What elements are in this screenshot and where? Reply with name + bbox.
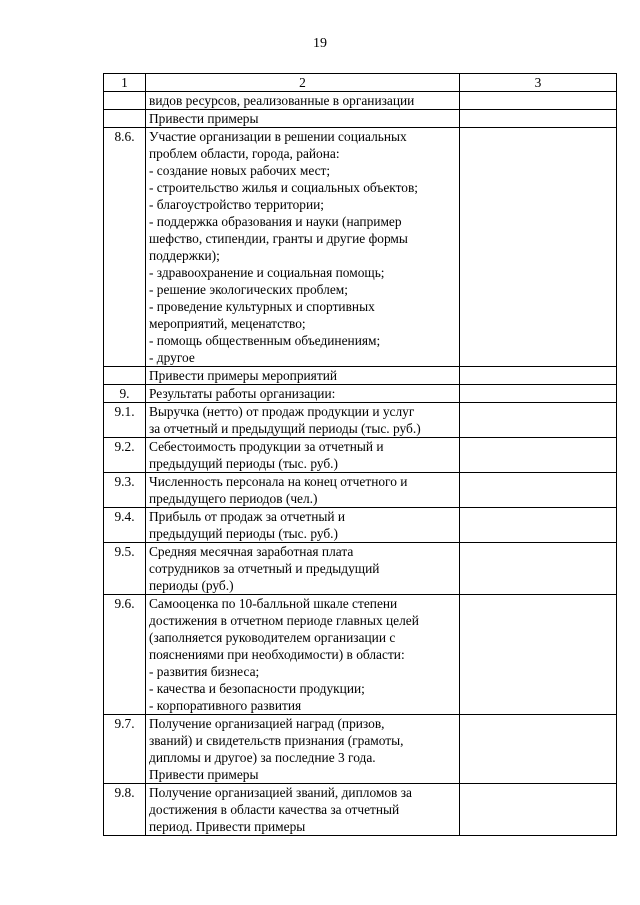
text-line: периоды (руб.) bbox=[149, 578, 234, 593]
row-value-cell[interactable] bbox=[460, 595, 617, 715]
text-line: поддержки); bbox=[149, 248, 220, 263]
row-number: 9. bbox=[104, 385, 146, 403]
row-number bbox=[104, 92, 146, 110]
text-line: - развития бизнеса; bbox=[149, 664, 260, 679]
text-line: - другое bbox=[149, 350, 195, 365]
table-row bbox=[104, 595, 617, 715]
text-line: сотрудников за отчетный и предыдущий bbox=[149, 561, 380, 576]
table-row bbox=[104, 367, 617, 385]
table-row bbox=[104, 784, 617, 836]
text-line: званий) и свидетельств признания (грамоты, bbox=[149, 733, 404, 748]
row-text bbox=[146, 110, 460, 128]
text-line: предыдущий периоды (тыс. руб.) bbox=[149, 456, 338, 471]
row-text bbox=[146, 543, 460, 595]
text-line: проблем области, города, района: bbox=[149, 146, 340, 161]
row-value-cell[interactable] bbox=[460, 508, 617, 543]
row-value-cell[interactable] bbox=[460, 473, 617, 508]
text-line: Получение организацией наград (призов, bbox=[149, 716, 385, 731]
row-value-cell[interactable] bbox=[460, 784, 617, 836]
text-line: Себестоимость продукции за отчетный и bbox=[149, 439, 384, 454]
page-number: 19 bbox=[313, 36, 327, 51]
header-col-1: 1 bbox=[104, 74, 146, 92]
text-line: - благоустройство территории; bbox=[149, 197, 325, 212]
row-text bbox=[146, 438, 460, 473]
table-row bbox=[104, 403, 617, 438]
text-line: достижения в области качества за отчетный bbox=[149, 802, 400, 817]
text-line: - решение экологических проблем; bbox=[149, 282, 348, 297]
row-number: 9.1. bbox=[104, 403, 146, 438]
row-text bbox=[146, 92, 460, 110]
row-number bbox=[104, 110, 146, 128]
row-value-cell[interactable] bbox=[460, 543, 617, 595]
text-line: предыдущего периодов (чел.) bbox=[149, 491, 318, 506]
text-line: видов ресурсов, реализованные в организации bbox=[149, 93, 415, 108]
text-line: Средняя месячная заработная плата bbox=[149, 544, 354, 559]
header-col-2: 2 bbox=[146, 74, 460, 92]
table-row bbox=[104, 508, 617, 543]
text-line: пояснениями при необходимости) в области: bbox=[149, 647, 405, 662]
row-text bbox=[146, 403, 460, 438]
text-line: - проведение культурных и спортивных bbox=[149, 299, 375, 314]
row-value-cell[interactable] bbox=[460, 715, 617, 784]
text-line: шефство, стипендии, гранты и другие формы bbox=[149, 231, 408, 246]
table-header-row bbox=[104, 74, 617, 92]
table-row bbox=[104, 385, 617, 403]
table-row bbox=[104, 473, 617, 508]
text-line: Привести примеры bbox=[149, 767, 259, 782]
text-line: - корпоративного развития bbox=[149, 698, 302, 713]
row-value-cell[interactable] bbox=[460, 403, 617, 438]
table-row bbox=[104, 543, 617, 595]
text-line: - поддержка образования и науки (например bbox=[149, 214, 402, 229]
text-line: Получение организацией званий, дипломов за bbox=[149, 785, 412, 800]
row-number: 9.5. bbox=[104, 543, 146, 595]
row-number: 9.3. bbox=[104, 473, 146, 508]
row-value-cell[interactable] bbox=[460, 92, 617, 110]
row-number bbox=[104, 367, 146, 385]
text-line: - создание новых рабочих мест; bbox=[149, 163, 331, 178]
row-text bbox=[146, 473, 460, 508]
text-line: Результаты работы организации: bbox=[149, 386, 336, 401]
text-line: (заполняется руководителем организации с bbox=[149, 630, 396, 645]
text-line: достижения в отчетном периоде главных целей bbox=[149, 613, 419, 628]
text-line: Привести примеры bbox=[149, 111, 259, 126]
row-number: 9.2. bbox=[104, 438, 146, 473]
table-row bbox=[104, 110, 617, 128]
row-text bbox=[146, 367, 460, 385]
text-line: - строительство жилья и социальных объектов; bbox=[149, 180, 419, 195]
row-value-cell[interactable] bbox=[460, 385, 617, 403]
text-line: Выручка (нетто) от продаж продукции и услуг bbox=[149, 404, 415, 419]
row-text bbox=[146, 784, 460, 836]
text-line: - здравоохранение и социальная помощь; bbox=[149, 265, 385, 280]
row-value-cell[interactable] bbox=[460, 438, 617, 473]
text-line: Самооценка по 10-балльной шкале степени bbox=[149, 596, 398, 611]
table-row bbox=[104, 715, 617, 784]
header-col-3: 3 bbox=[460, 74, 617, 92]
row-number: 9.7. bbox=[104, 715, 146, 784]
form-table bbox=[103, 73, 617, 836]
row-value-cell[interactable] bbox=[460, 128, 617, 367]
text-line: Привести примеры мероприятий bbox=[149, 368, 338, 383]
text-line: - помощь общественным объединениям; bbox=[149, 333, 381, 348]
row-number: 9.8. bbox=[104, 784, 146, 836]
row-number: 9.4. bbox=[104, 508, 146, 543]
text-line: Участие организации в решении социальных bbox=[149, 129, 407, 144]
row-text bbox=[146, 715, 460, 784]
row-text bbox=[146, 385, 460, 403]
row-text bbox=[146, 595, 460, 715]
row-value-cell[interactable] bbox=[460, 110, 617, 128]
text-line: - качества и безопасности продукции; bbox=[149, 681, 365, 696]
text-line: за отчетный и предыдущий периоды (тыс. руб.) bbox=[149, 421, 421, 436]
text-line: предыдущий периоды (тыс. руб.) bbox=[149, 526, 338, 541]
text-line: Численность персонала на конец отчетного и bbox=[149, 474, 408, 489]
table-row bbox=[104, 438, 617, 473]
row-number: 9.6. bbox=[104, 595, 146, 715]
text-line: мероприятий, меценатство; bbox=[149, 316, 306, 331]
table-row bbox=[104, 128, 617, 367]
table-row bbox=[104, 92, 617, 110]
row-number: 8.6. bbox=[104, 128, 146, 367]
row-value-cell[interactable] bbox=[460, 367, 617, 385]
text-line: Прибыль от продаж за отчетный и bbox=[149, 509, 346, 524]
text-line: дипломы и другое) за последние 3 года. bbox=[149, 750, 376, 765]
row-text bbox=[146, 508, 460, 543]
row-text bbox=[146, 128, 460, 367]
text-line: период. Привести примеры bbox=[149, 819, 306, 834]
